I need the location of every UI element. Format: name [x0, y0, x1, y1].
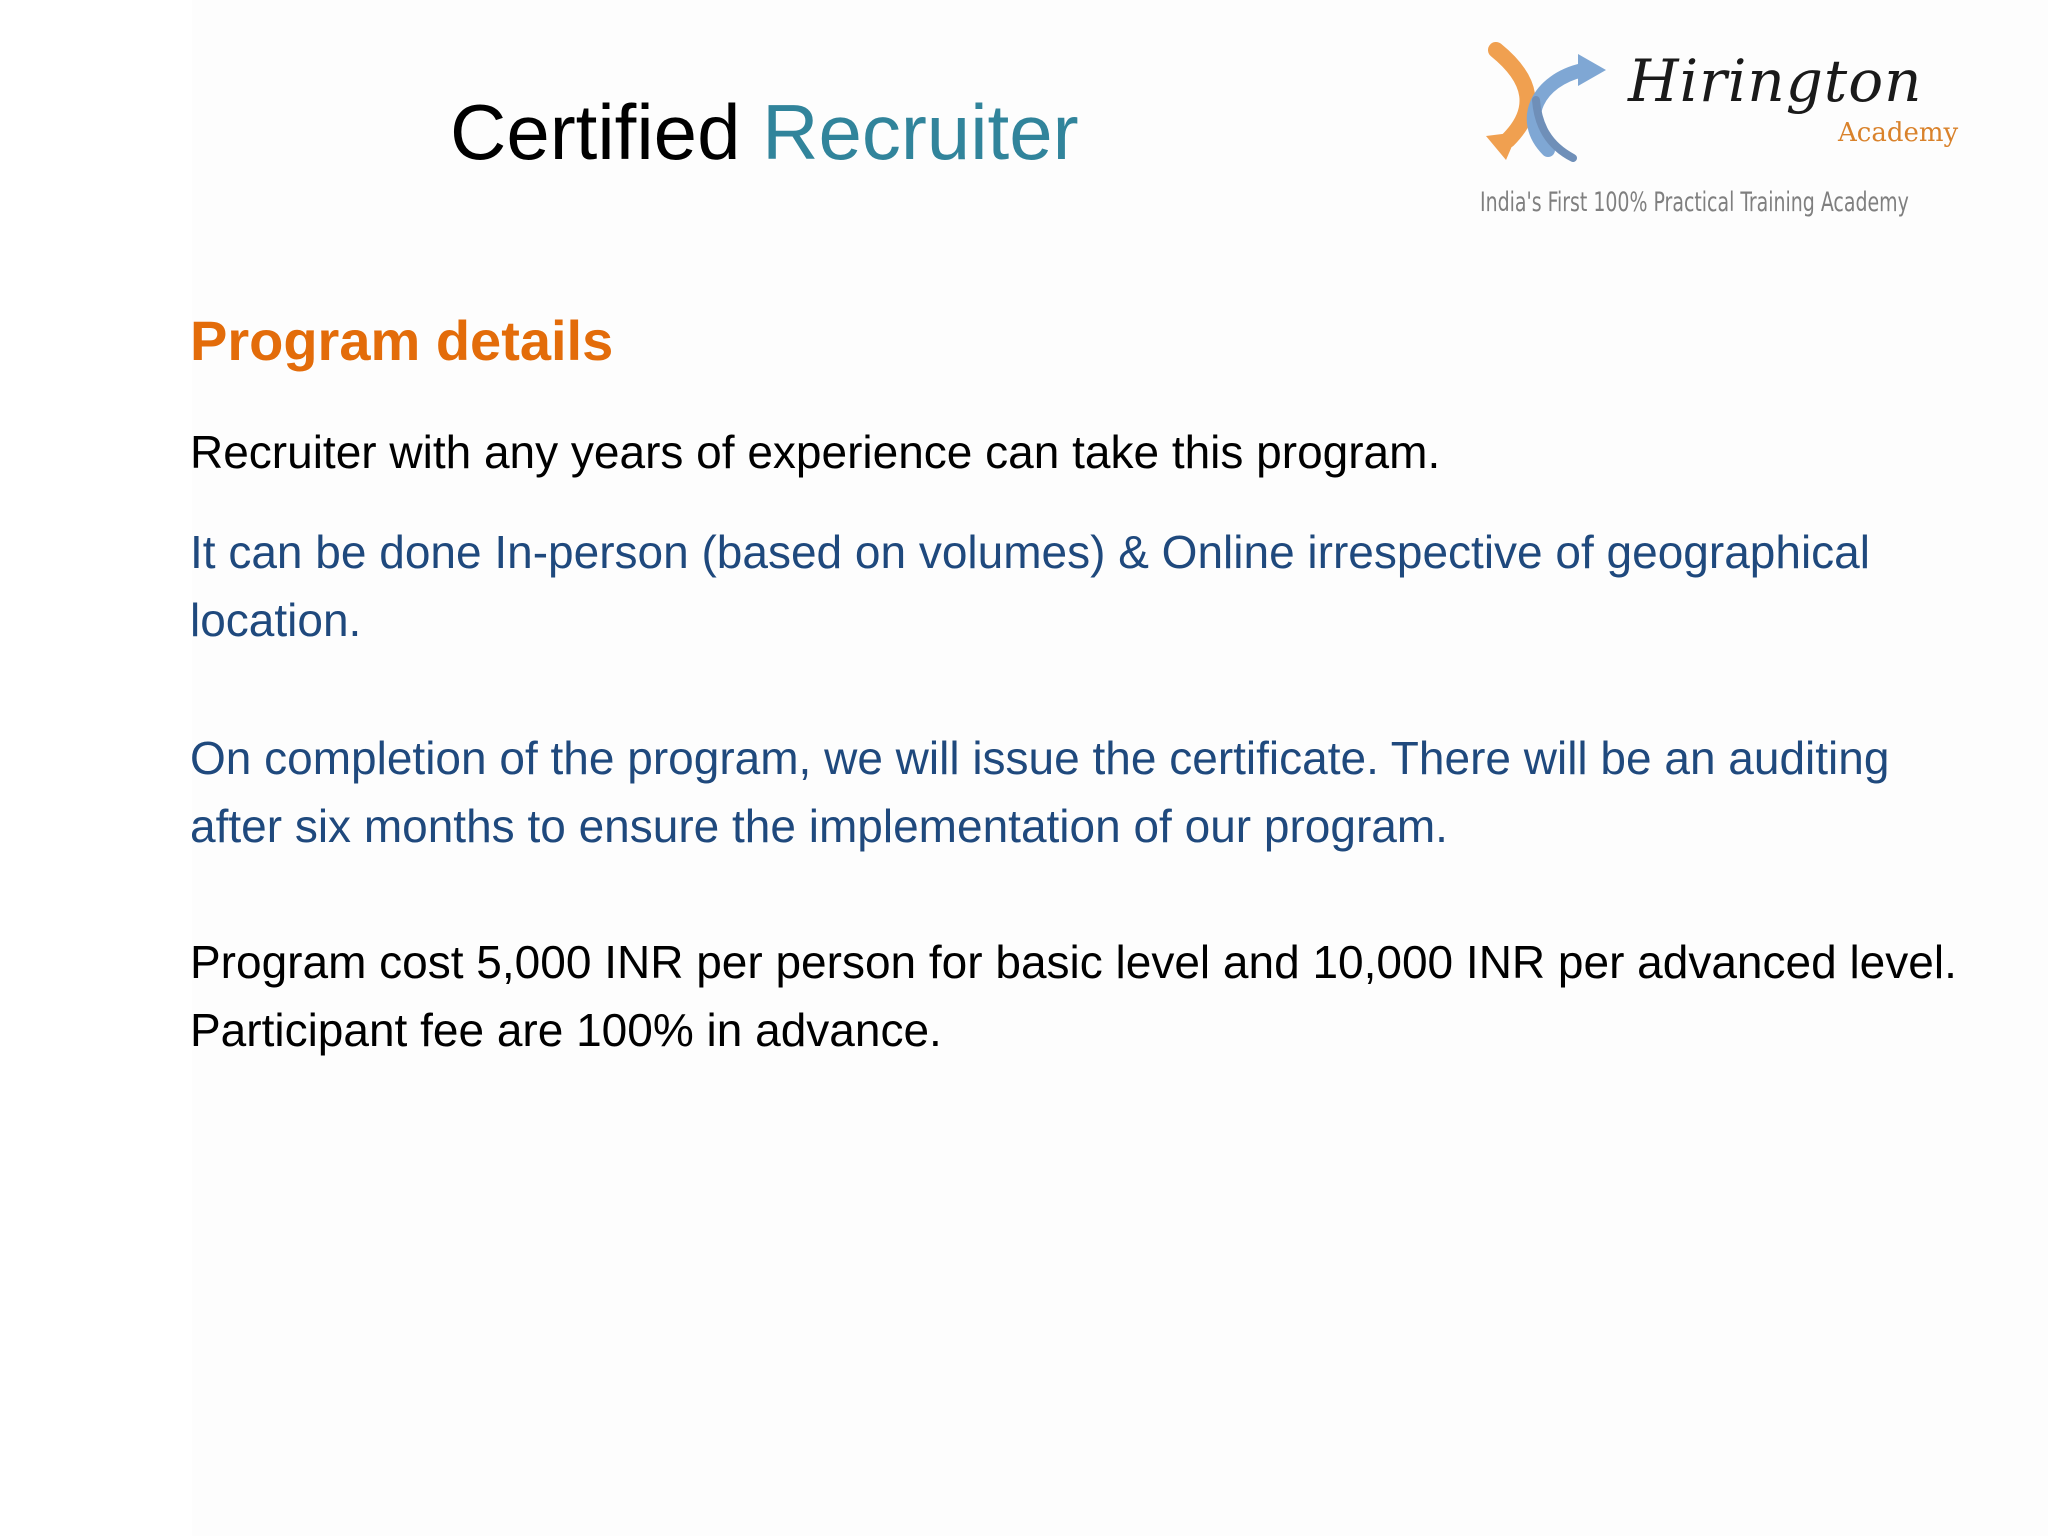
logo-subtitle: Academy — [1838, 118, 1959, 148]
paragraph-eligibility: Recruiter with any years of experience can take this program. — [190, 426, 1441, 478]
title-word-certified: Certified — [450, 88, 741, 176]
hirington-academy-logo — [1478, 40, 1978, 240]
section-heading: Program details — [190, 309, 614, 372]
slide-title — [450, 86, 1079, 178]
paragraph-delivery-mode: It can be done In-person (based on volumes) & Online irrespective of geographical location. — [190, 526, 1870, 646]
paragraph-program-cost: Program cost 5,000 INR per person for basic level and 10,000 INR per advanced level. Participant fee are 100% in advance. — [190, 936, 1957, 1056]
logo-name: Hirington — [1628, 47, 1923, 115]
paragraph-certification: On completion of the program, we will issue the certificate. There will be an auditing after six months to ensure the implementation of our program. — [190, 732, 1890, 852]
title-word-recruiter: Recruiter — [762, 88, 1079, 176]
crossing-arrows-icon — [1478, 40, 1618, 170]
logo-tagline: India's First 100% Practical Training Academy — [1480, 187, 1909, 218]
